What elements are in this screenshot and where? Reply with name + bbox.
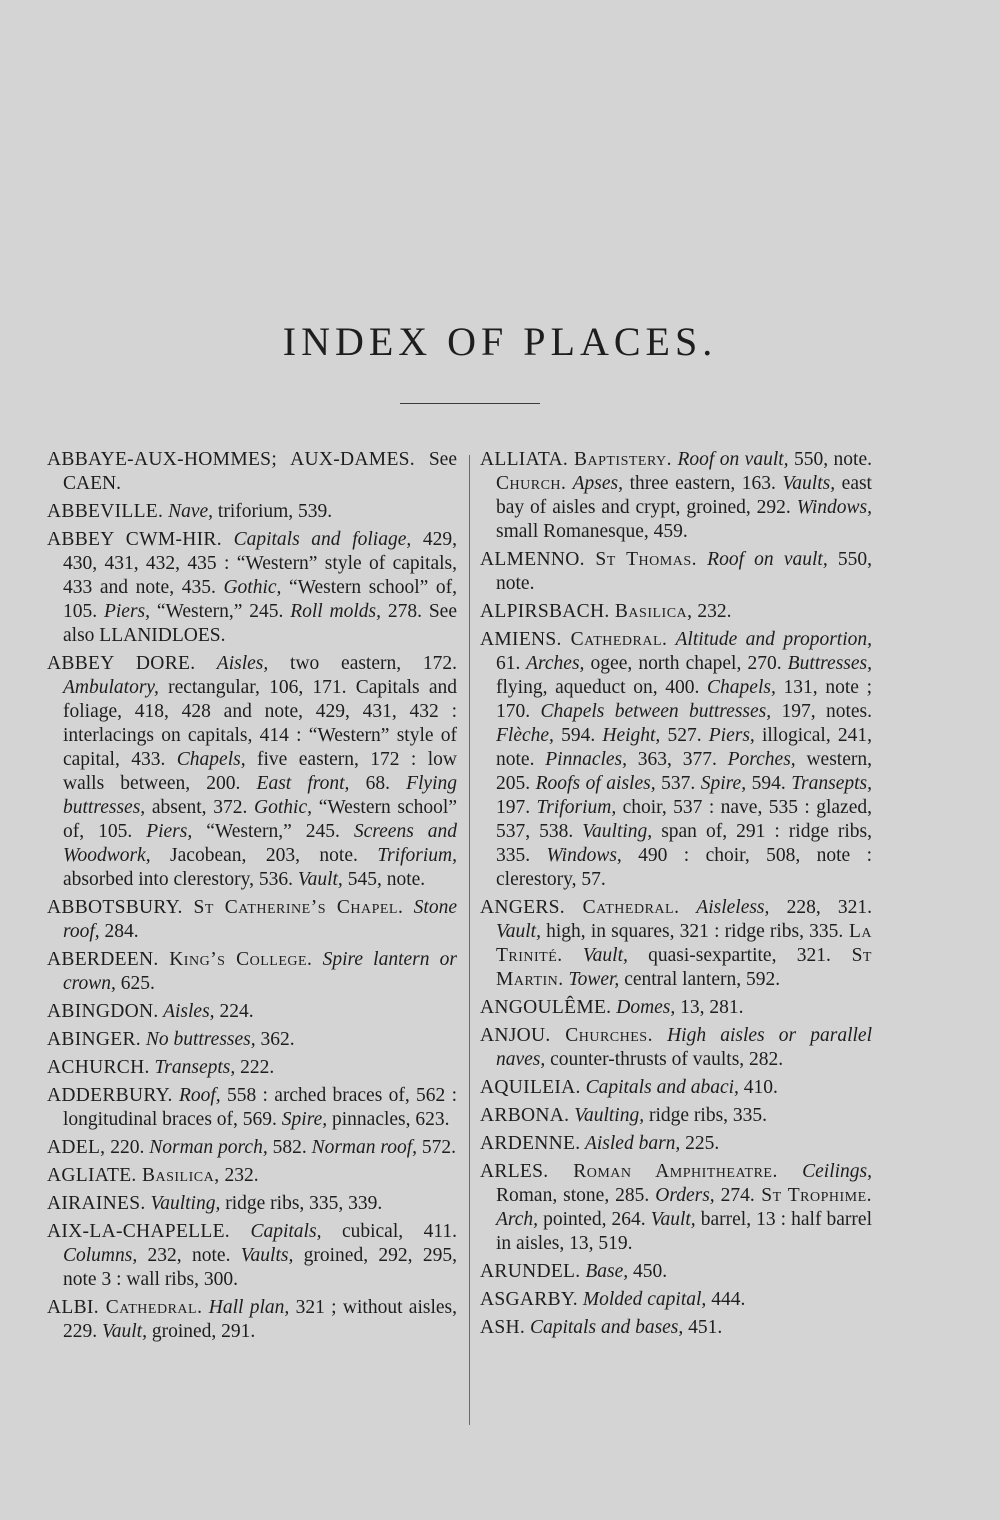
reference-text: 363, 377. — [627, 749, 717, 770]
subject-term: Capitals and bases, — [525, 1317, 684, 1338]
subject-term: Piers, — [97, 601, 150, 622]
building-name: St Trophime. — [754, 1185, 873, 1206]
subject-term: Capitals, — [229, 1221, 322, 1242]
place-name: ARDENNE. — [480, 1133, 581, 1154]
subject-term: Vaulting, — [145, 1193, 221, 1214]
reference-text: ridge ribs, 335, 339. — [220, 1193, 383, 1214]
reference-text: 490 : choir, 508, note : clerestory, 57. — [496, 845, 872, 890]
reference-text: “Western,” 245. — [150, 601, 284, 622]
building-name: Baptistery. — [568, 449, 673, 470]
subject-term: Chapels, — [699, 677, 776, 698]
subject-term: Arch, — [496, 1209, 539, 1230]
place-name: ALMENNO. — [480, 549, 585, 570]
place-name: ALBI. — [47, 1297, 99, 1318]
building-name: Basilica, — [609, 601, 693, 622]
reference-text: 197. — [496, 797, 531, 818]
subject-term: Triforium, — [530, 797, 617, 818]
reference-text: 222. — [235, 1057, 275, 1078]
reference-text: pointed, 264. — [538, 1209, 646, 1230]
subject-term: Hall plan, — [202, 1297, 290, 1318]
building-name: Cathedral. — [98, 1297, 203, 1318]
index-entry — [480, 996, 872, 1020]
index-entry — [47, 652, 457, 892]
place-name: ALPIRSBACH. — [480, 601, 610, 622]
reference-text: See CAEN. — [63, 449, 457, 494]
reference-text: counter-thrusts of vaults, 282. — [545, 1049, 784, 1070]
place-name: AQUILEIA. — [480, 1077, 581, 1098]
index-column-right — [480, 448, 872, 1344]
reference-text: high, in squares, 321 : ridge ribs, 335. — [540, 921, 844, 942]
title-rule — [400, 403, 540, 404]
reference-text: 527. — [660, 725, 702, 746]
place-name: ABBEY CWM-HIR. — [47, 529, 222, 550]
subject-term: Vaulting, — [569, 1105, 645, 1126]
index-entry — [47, 1028, 457, 1052]
subject-term: Vaults, — [775, 473, 836, 494]
index-entry — [47, 1056, 457, 1080]
subject-term: Roof on vault, — [672, 449, 789, 470]
subject-term: Chapels, — [165, 749, 246, 770]
reference-text: cubical, 411. — [321, 1221, 457, 1242]
subject-term: Aisles, — [158, 1001, 215, 1022]
subject-term: Piers, — [701, 725, 755, 746]
subject-term: Ceilings, — [777, 1161, 872, 1182]
building-name: Church. — [496, 473, 567, 494]
place-name: AIRAINES. — [47, 1193, 146, 1214]
reference-text: western, 205. — [496, 749, 872, 794]
place-name: ARUNDEL. — [480, 1261, 581, 1282]
subject-term: Arches, — [520, 653, 585, 674]
reference-text: 61. — [496, 653, 521, 674]
subject-term: Porches, — [716, 749, 796, 770]
reference-text: five eastern, 172 : low walls between, 200. — [63, 749, 458, 794]
place-name: ABBEY DORE. — [47, 653, 196, 674]
place-name: ARLES. — [480, 1161, 549, 1182]
place-name: ASH. — [480, 1317, 526, 1338]
subject-term: No buttresses, — [140, 1029, 256, 1050]
subject-term: Ambulatory, — [63, 677, 159, 698]
index-entry — [47, 896, 457, 944]
reference-text: 594. — [553, 725, 596, 746]
index-entry — [480, 1160, 872, 1256]
reference-text: two eastern, 172. — [268, 653, 458, 674]
subject-term: Roll molds, — [283, 601, 382, 622]
page-title: INDEX OF PLACES. — [282, 319, 718, 364]
place-name: ABBOTSBURY. — [47, 897, 183, 918]
subject-term: Capitals and foliage, — [221, 529, 412, 550]
subject-term: Vaults, — [230, 1245, 294, 1266]
subject-term: Pinnacles, — [534, 749, 628, 770]
subject-term: Capitals and abaci, — [580, 1077, 739, 1098]
reference-text: 278. See also LLANIDLOES. — [63, 601, 457, 646]
subject-term: Screens and Woodwork, — [63, 821, 457, 866]
place-name: AIX-LA-CHAPELLE. — [47, 1221, 230, 1242]
subject-term: Transepts, — [785, 773, 872, 794]
reference-text: groined, 292, 295, note 3 : wall ribs, 300. — [63, 1245, 457, 1290]
subject-term: Vault, — [562, 945, 628, 966]
place-name: ABBAYE-AUX-HOMMES; AUX-DAMES. — [47, 449, 415, 470]
reference-text: barrel, 13 : half barrel in aisles, 13, 519. — [496, 1209, 872, 1254]
reference-text: 550, note. — [496, 549, 872, 594]
subject-term: Windows, — [530, 845, 622, 866]
reference-text: 321 ; without aisles, 229. — [63, 1297, 457, 1342]
place-name: AGLIATE. — [47, 1165, 137, 1186]
subject-term: Vaulting, — [573, 821, 653, 842]
reference-text: pinnacles, 623. — [327, 1109, 450, 1130]
subject-term: Windows, — [790, 497, 873, 518]
subject-term: Vault, — [645, 1209, 696, 1230]
subject-term: Flying buttresses, — [63, 773, 457, 818]
reference-text: “Western,” 245. — [192, 821, 340, 842]
index-entry — [47, 1136, 457, 1160]
building-name: Cathedral. — [561, 629, 668, 650]
subject-term: Domes, — [611, 997, 676, 1018]
reference-text: flying, aqueduct on, 400. — [496, 677, 700, 698]
reference-text: absent, 372. — [145, 797, 248, 818]
building-name: La Trinité. — [496, 921, 872, 966]
index-entry — [47, 528, 457, 648]
reference-text: 220. — [105, 1137, 145, 1158]
building-name: St Catherine’s Chapel. — [182, 897, 404, 918]
reference-text: small Romanesque, 459. — [496, 521, 688, 542]
index-entry — [480, 1288, 872, 1312]
building-name: Basilica, — [136, 1165, 220, 1186]
reference-text: 450. — [628, 1261, 668, 1282]
place-name: ABBEVILLE. — [47, 501, 164, 522]
subject-term: Vault, — [292, 869, 343, 890]
subject-term: Vault, — [97, 1321, 147, 1342]
subject-term: Roof on vault, — [697, 549, 828, 570]
reference-text: Jacobean, 203, note. — [150, 845, 358, 866]
subject-term: Spire, — [695, 773, 747, 794]
reference-text: Roman, stone, 285. — [496, 1185, 650, 1206]
reference-text: quasi-sexpartite, 321. — [627, 945, 831, 966]
building-name: Roman Amphitheatre. — [548, 1161, 778, 1182]
reference-text: 362. — [255, 1029, 295, 1050]
subject-term: Buttresses, — [781, 653, 872, 674]
reference-text: east bay of aisles and crypt, groined, 292. — [496, 473, 872, 518]
place-name: ASGARBY. — [480, 1289, 578, 1310]
subject-term: Molded capital, — [577, 1289, 707, 1310]
reference-text: 232, note. — [137, 1245, 231, 1266]
subject-term: Aisleless, — [679, 897, 770, 918]
subject-term: Base, — [580, 1261, 629, 1282]
subject-term: Gothic, — [215, 577, 282, 598]
subject-term: Nave, — [163, 501, 214, 522]
subject-term: Triforium, — [357, 845, 457, 866]
subject-term: Orders, — [649, 1185, 715, 1206]
reference-text: rectangular, 106, 171. Capitals and foliage, 418, 428 and note, 429, 431, 432 : interlacings on capitals, 414 : “Western” style of capital, 433. — [63, 677, 457, 770]
index-entry — [47, 1296, 457, 1344]
subject-term: Norman roof, — [306, 1137, 418, 1158]
subject-term: Tower, — [563, 969, 620, 990]
reference-text: 274. — [714, 1185, 755, 1206]
reference-text: ogee, north chapel, 270. — [584, 653, 782, 674]
subject-term: High aisles or parallel naves, — [496, 1025, 872, 1070]
place-name: ANJOU. — [480, 1025, 551, 1046]
reference-text: 228, 321. — [769, 897, 873, 918]
place-name: ABINGDON. — [47, 1001, 159, 1022]
reference-text: 197, notes. — [771, 701, 872, 722]
reference-text: “Western school” of, 105. — [63, 577, 457, 622]
place-name: ADDERBURY. — [47, 1085, 173, 1106]
place-name: ADEL, — [47, 1137, 106, 1158]
reference-text: span of, 291 : ridge ribs, 335. — [496, 821, 872, 866]
subject-term: Apses, — [566, 473, 623, 494]
place-name: ALLIATA. — [480, 449, 569, 470]
subject-term: Vault, — [496, 921, 541, 942]
reference-text: choir, 537 : nave, 535 : glazed, 537, 538. — [496, 797, 872, 842]
building-name: Churches. — [550, 1025, 653, 1046]
index-entry — [480, 1260, 872, 1284]
reference-text: 284. — [99, 921, 139, 942]
subject-term: Altitude and proportion, — [667, 629, 872, 650]
reference-text: 537. — [655, 773, 696, 794]
index-entry — [47, 500, 457, 524]
subject-term: Roofs of aisles, — [530, 773, 656, 794]
reference-text: absorbed into clerestory, 536. — [63, 869, 293, 890]
reference-text: 545, note. — [342, 869, 426, 890]
subject-term: Chapels between buttresses, — [530, 701, 772, 722]
subject-term: Columns, — [63, 1245, 138, 1266]
index-entry — [480, 548, 872, 596]
reference-text: 572. — [417, 1137, 457, 1158]
subject-term: Roof, — [172, 1085, 221, 1106]
subject-term: Aisles, — [195, 653, 269, 674]
index-entry — [47, 1192, 457, 1216]
reference-text: 594. — [746, 773, 786, 794]
reference-text: 131, note ; 170. — [496, 677, 873, 722]
index-entry — [480, 1316, 872, 1340]
subject-term: Height, — [595, 725, 661, 746]
reference-text: 232. — [219, 1165, 259, 1186]
subject-term: Transepts, — [149, 1057, 236, 1078]
subject-term: Spire, — [276, 1109, 328, 1130]
subject-term: Spire lantern or crown, — [63, 949, 457, 994]
place-name: ANGOULÊME. — [480, 997, 612, 1018]
place-name: ABINGER. — [47, 1029, 141, 1050]
reference-text: 582. — [267, 1137, 307, 1158]
index-entry — [480, 1024, 872, 1072]
reference-text: 625. — [115, 973, 155, 994]
index-entry — [480, 1104, 872, 1128]
subject-term: Piers, — [132, 821, 193, 842]
index-entry — [480, 628, 872, 892]
index-column-left — [47, 448, 457, 1348]
reference-text: 451. — [683, 1317, 723, 1338]
reference-text: triforium, 539. — [213, 501, 333, 522]
index-entry — [47, 448, 457, 496]
place-name: ABERDEEN. — [47, 949, 159, 970]
column-divider — [469, 455, 470, 1425]
subject-term: Flèche, — [496, 725, 554, 746]
index-entry — [47, 948, 457, 996]
subject-term: East front, — [240, 773, 350, 794]
reference-text: groined, 291. — [146, 1321, 256, 1342]
index-entry — [480, 1076, 872, 1100]
building-name: King’s College. — [158, 949, 313, 970]
reference-text: illogical, 241, note. — [496, 725, 873, 770]
reference-text: 232. — [692, 601, 732, 622]
index-entry — [47, 1084, 457, 1132]
index-entry — [480, 448, 872, 544]
index-entry — [480, 600, 872, 624]
place-name: AMIENS. — [480, 629, 562, 650]
reference-text: three eastern, 163. — [623, 473, 776, 494]
subject-term: Aisled barn, — [580, 1133, 681, 1154]
place-name: ANGERS. — [480, 897, 565, 918]
subject-term: Stone roof, — [63, 897, 458, 942]
reference-text: “Western school” of, 105. — [63, 797, 457, 842]
reference-text: 224. — [214, 1001, 254, 1022]
reference-text: 444. — [706, 1289, 746, 1310]
reference-text: ridge ribs, 335. — [644, 1105, 768, 1126]
reference-text: 410. — [738, 1077, 778, 1098]
subject-term: Gothic, — [247, 797, 312, 818]
building-name: Cathedral. — [565, 897, 680, 918]
place-name: ARBONA. — [480, 1105, 570, 1126]
reference-text: 429, 430, 431, 432, 435 : “Western” style of capitals, 433 and note, 435. — [63, 529, 457, 598]
index-entry — [480, 896, 872, 992]
index-entry — [47, 1000, 457, 1024]
building-name: St Martin. — [496, 945, 872, 990]
index-entry — [47, 1220, 457, 1292]
reference-text: central lantern, 592. — [619, 969, 781, 990]
reference-text: 550, note. — [788, 449, 872, 470]
index-entry — [47, 1164, 457, 1188]
reference-text: 225. — [680, 1133, 720, 1154]
reference-text: 68. — [349, 773, 390, 794]
reference-text: 558 : arched braces of, 562 : longitudinal braces of, 569. — [63, 1085, 457, 1130]
subject-term: Norman porch, — [144, 1137, 268, 1158]
index-entry — [480, 1132, 872, 1156]
building-name: St Thomas. — [584, 549, 697, 570]
reference-text: 13, 281. — [675, 997, 744, 1018]
place-name: ACHURCH. — [47, 1057, 150, 1078]
